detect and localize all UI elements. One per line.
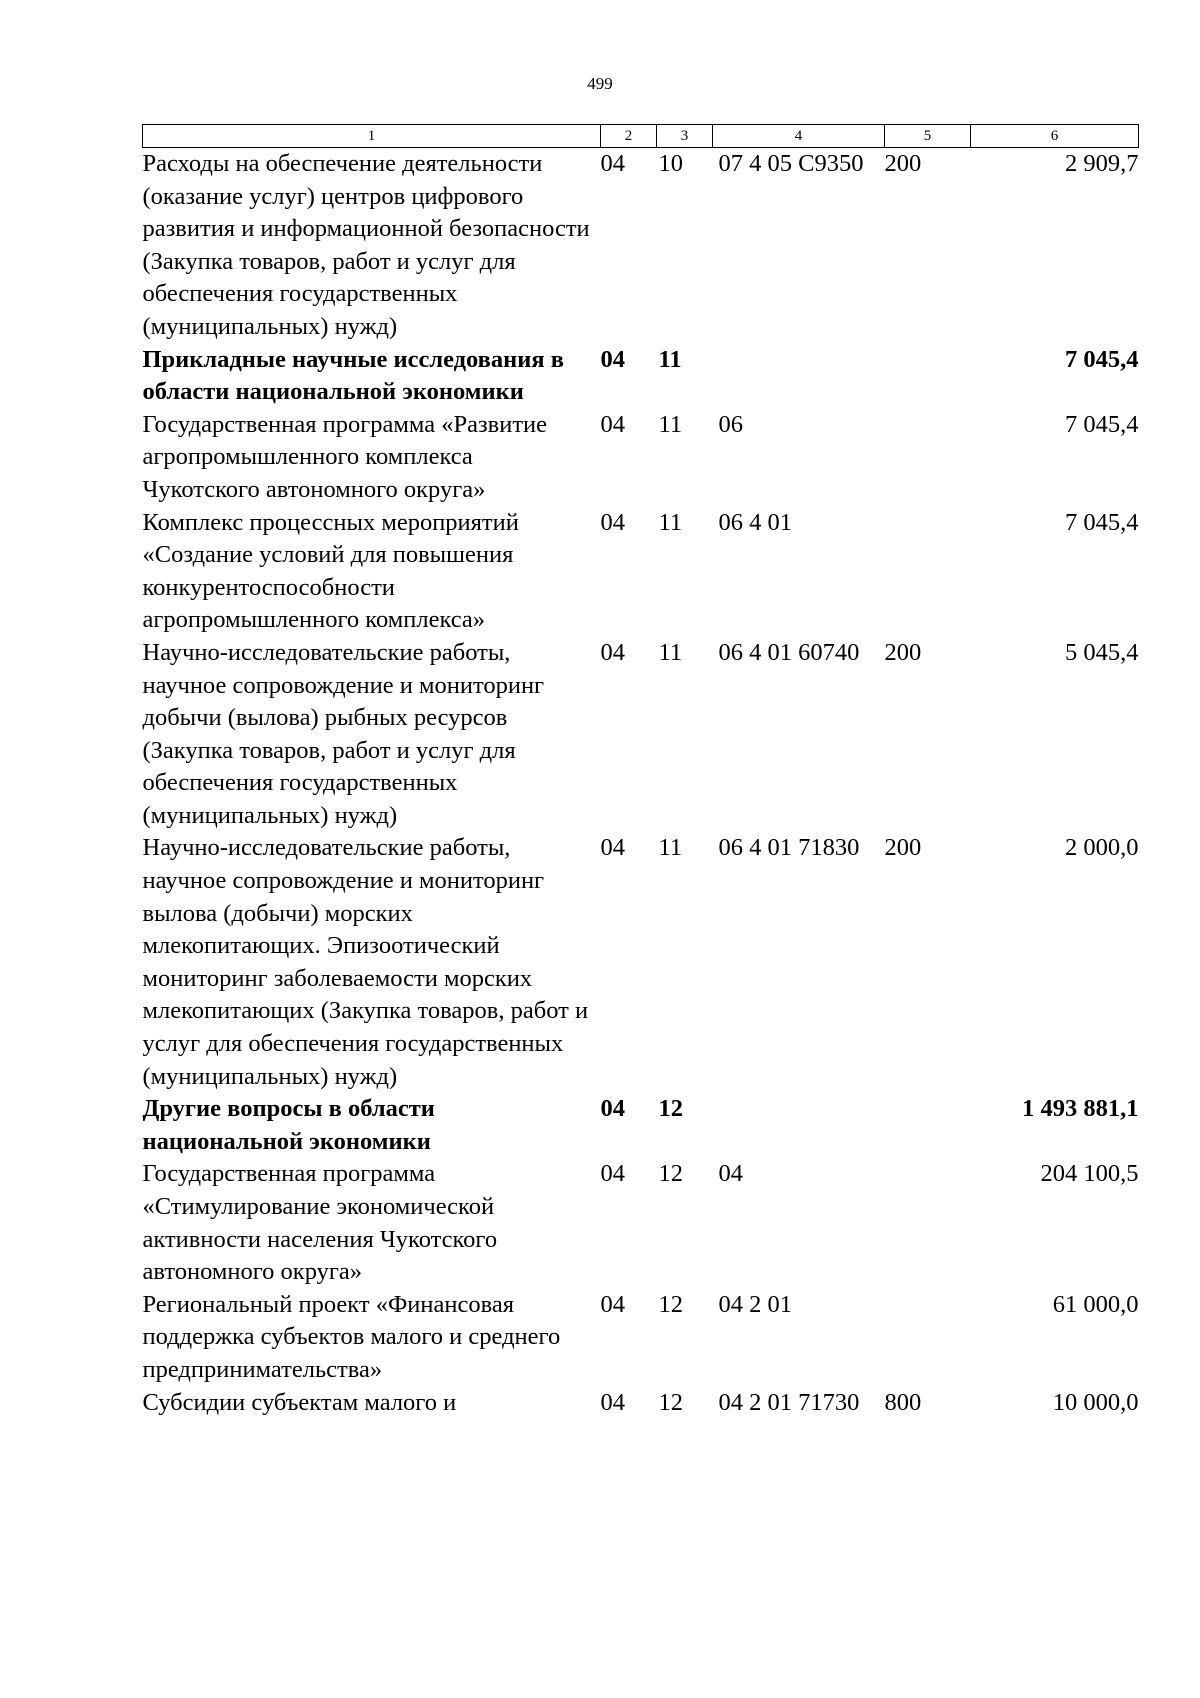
subsection-code: 11 [658, 834, 683, 862]
page-number: 499 [587, 74, 613, 93]
expense-type-code [885, 344, 971, 409]
amount: 7 045,4 [1065, 410, 1139, 438]
expense-type-code [885, 409, 971, 507]
row-name: Научно-исследовательские работы, научное сопровождение и мониторинг вылова (добычи) морских млекопитающих. Эпизоотический мониторинг заболеваемости морских млекопитающих (Закупка товаров, работ и услуг для обеспечения государственных (муниципальных) нужд) [142, 834, 589, 1090]
row-name: Государственная программа «Стимулирование экономической активности населения Чукотского автономного округа» [142, 1160, 498, 1286]
table-row [143, 148, 1139, 344]
amount: 204 100,5 [1040, 1160, 1139, 1188]
subsection-code: 12 [658, 1095, 683, 1123]
expense-type-code: 200 [884, 638, 922, 666]
amount: 2 909,7 [1065, 150, 1139, 177]
target-article-code: 04 2 01 [718, 1290, 792, 1318]
section-code: 04 [600, 1160, 625, 1188]
expense-type-code [885, 507, 971, 637]
table-row [143, 1158, 1139, 1288]
section-code: 04 [600, 410, 625, 438]
column-number: 5 [885, 125, 971, 148]
subsection-code: 12 [658, 1160, 683, 1188]
row-name: Научно-исследовательские работы, научное сопровождение и мониторинг добычи (вылова) рыбных ресурсов (Закупка товаров, работ и услуг для обеспечения государственных (муниципальных) нужд) [142, 638, 545, 829]
subsection-code: 11 [658, 638, 683, 666]
target-article-code: 06 [718, 410, 743, 438]
table-row [143, 637, 1139, 833]
row-name: Государственная программа «Развитие агропромышленного комплекса Чукотского автономного округа» [142, 410, 548, 503]
row-name: Комплекс процессных мероприятий «Создание условий для повышения конкурентоспособности агропромышленного комплекса» [142, 508, 519, 634]
target-article-code [713, 1093, 885, 1158]
amount: 5 045,4 [1065, 638, 1139, 666]
target-article-code [713, 344, 885, 409]
amount: 7 045,4 [1065, 508, 1139, 536]
section-code: 04 [600, 1095, 625, 1123]
column-number-header [143, 125, 1139, 148]
column-number: 1 [143, 125, 601, 148]
expense-type-code [885, 1093, 971, 1158]
amount: 61 000,0 [1052, 1290, 1139, 1318]
column-number: 6 [971, 125, 1139, 148]
table-row [143, 507, 1139, 637]
subsection-code: 12 [658, 1388, 683, 1416]
expense-type-code [885, 1289, 971, 1387]
target-article-code: 06 4 01 71830 [718, 834, 860, 862]
row-name: Субсидии субъектам малого и [142, 1388, 457, 1416]
subsection-code: 11 [658, 508, 683, 536]
row-name: Региональный проект «Финансовая поддержка субъектов малого и среднего предпринимательства» [142, 1290, 561, 1383]
table-row [143, 832, 1139, 1093]
table-row [143, 344, 1139, 409]
section-code: 04 [600, 150, 625, 177]
section-code: 04 [600, 1388, 625, 1416]
row-name: Прикладные научные исследования в области национальной экономики [142, 345, 565, 406]
table-row [143, 1289, 1139, 1387]
expense-type-code: 200 [884, 834, 922, 862]
column-number: 2 [601, 125, 657, 148]
subsection-code: 10 [658, 150, 683, 177]
section-code: 04 [600, 1290, 625, 1318]
section-code: 04 [600, 508, 625, 536]
target-article-code: 04 [718, 1160, 743, 1188]
table-row [143, 1387, 1139, 1420]
row-name: Другие вопросы в области национальной экономики [142, 1095, 435, 1155]
column-number: 3 [657, 125, 713, 148]
expense-type-code: 800 [884, 1388, 922, 1416]
subsection-code: 12 [658, 1290, 683, 1318]
amount: 1 493 881,1 [1022, 1095, 1139, 1123]
target-article-code: 06 4 01 [718, 508, 792, 536]
amount: 7 045,4 [1065, 345, 1139, 373]
budget-table [142, 124, 1139, 1419]
table-row [143, 409, 1139, 507]
expense-type-code [885, 1158, 971, 1288]
row-name: Расходы на обеспечение деятельности (оказание услуг) центров цифрового развития и информационной безопасности (Закупка товаров, работ и услуг для обеспечения государственных (муниципальных) нужд) [142, 150, 590, 340]
target-article-code: 04 2 01 71730 [718, 1388, 860, 1416]
table-row [143, 1093, 1139, 1158]
target-article-code: 07 4 05 С9350 [718, 150, 864, 177]
amount: 2 000,0 [1065, 834, 1139, 862]
section-code: 04 [600, 834, 625, 862]
section-code: 04 [600, 345, 625, 373]
column-number: 4 [713, 125, 885, 148]
subsection-code: 11 [658, 345, 682, 373]
target-article-code: 06 4 01 60740 [718, 638, 860, 666]
subsection-code: 11 [658, 410, 683, 438]
amount: 10 000,0 [1052, 1388, 1139, 1416]
expense-type-code: 200 [884, 150, 922, 177]
table-body [143, 148, 1139, 1420]
section-code: 04 [600, 638, 625, 666]
